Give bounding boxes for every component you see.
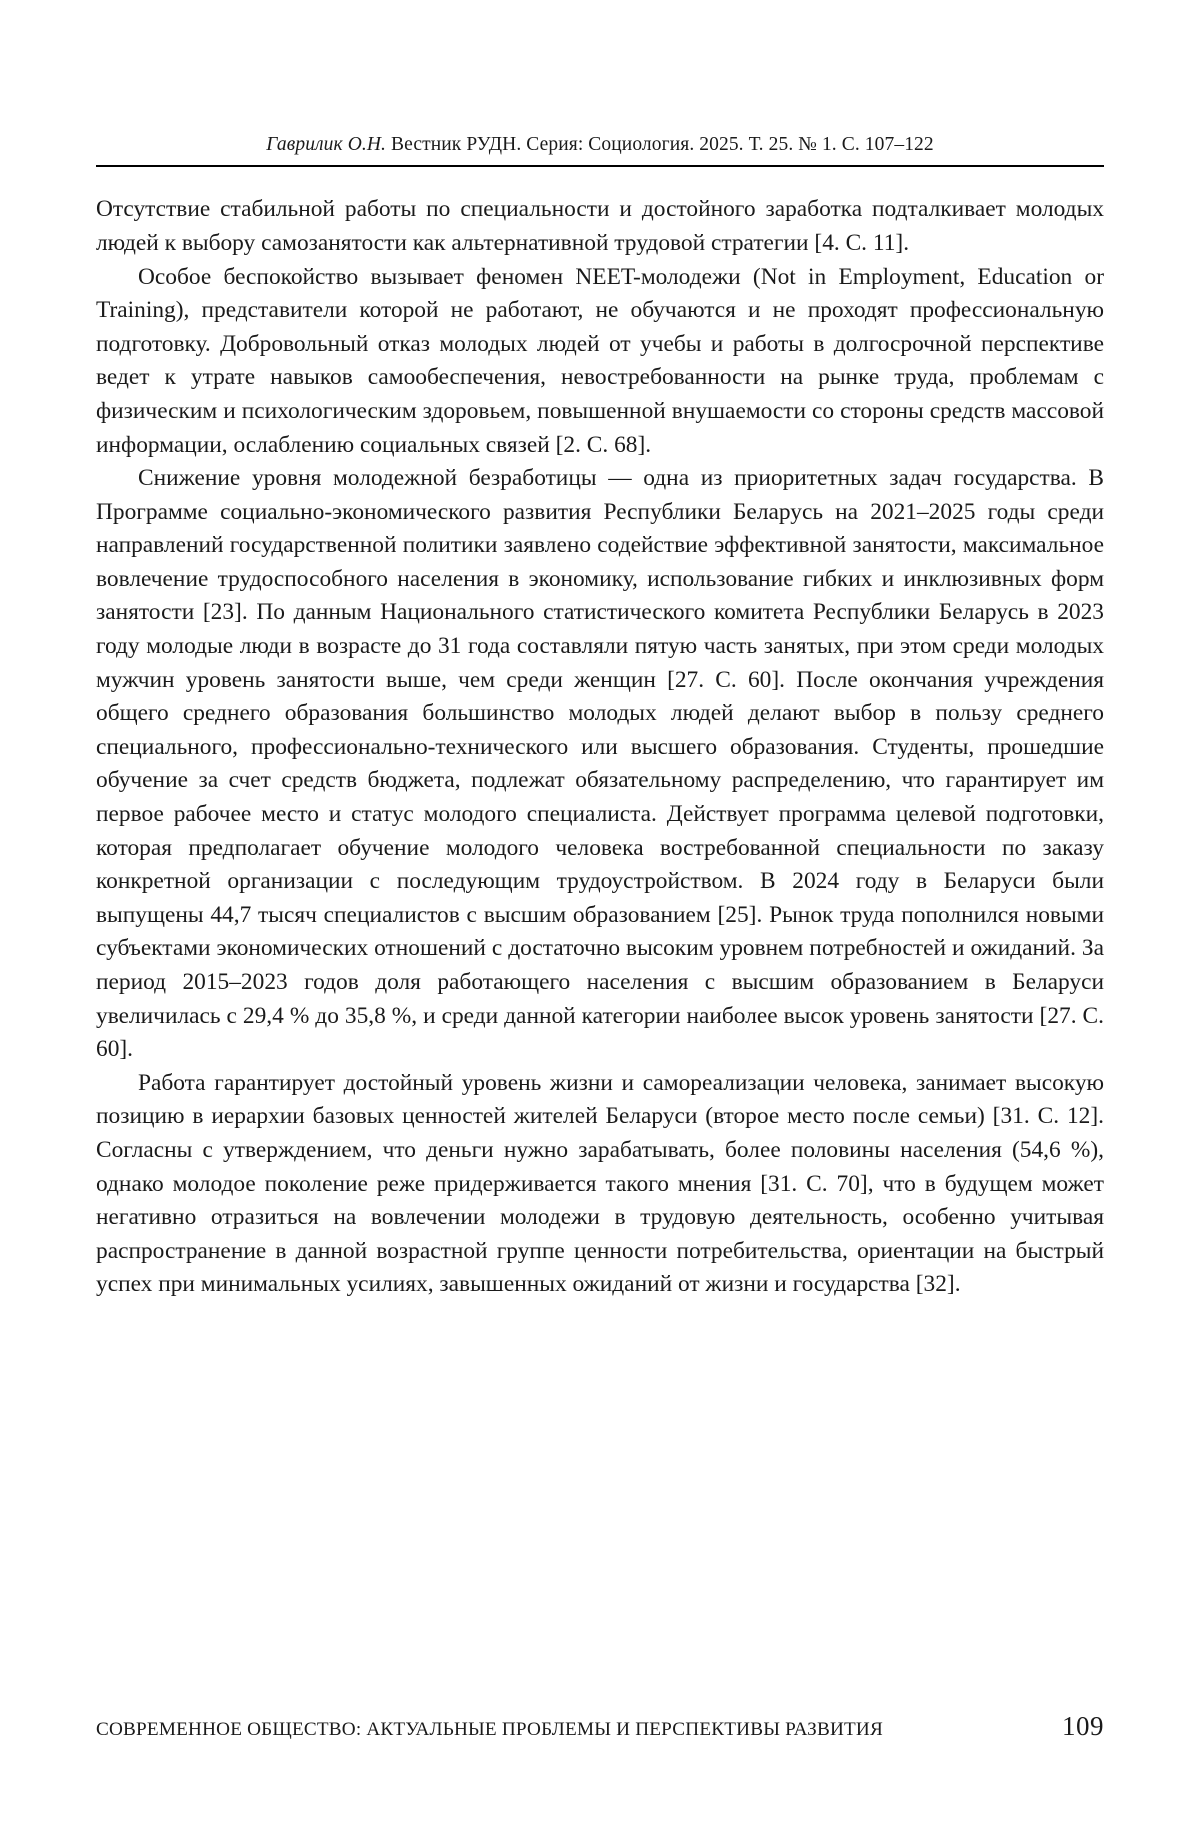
header-divider — [96, 165, 1104, 167]
running-head-citation: Вестник РУДН. Серия: Социология. 2025. Т. 25. № 1. С. 107–122 — [386, 134, 934, 155]
running-head-author: Гаврилик О.Н. — [266, 134, 387, 155]
paragraph-2: Особое беспокойство вызывает феномен NEET-молодежи (Not in Employment, Education or Training), представители которой не работают, не обучаются и не проходят профессиональную подготовку. Добровольный отказ молодых людей от учебы и работы в долгосрочной перспективе ведет к утрате навыков самообеспечения, невостребованности на рынке труда, проблемам с физическим и психологическим здоровьем, повышенной внушаемости со стороны средств массовой информации, ослаблению социальных связей [2. С. 68]. — [96, 263, 1104, 458]
article-body — [96, 193, 1104, 1302]
paragraph-3: Снижение уровня молодежной безработицы — одна из приоритетных задач государства. В Программе социально-экономического развития Республики Беларусь на 2021–2025 годы среди направлений государственной политики заявлено содействие эффективной занятости, максимальное вовлечение трудоспособного населения в экономику, использование гибких и инклюзивных форм занятости [23]. По данным Национального статистического комитета Республики Беларусь в 2023 году молодые люди в возрасте до 31 года составляли пятую часть занятых, при этом среди молодых мужчин уровень занятости выше, чем среди женщин [27. С. 60]. После окончания учреждения общего среднего образования большинство молодых людей делают выбор в пользу среднего специального, профессионально-технического или высшего образования. Студенты, прошедшие обучение за счет средств бюджета, подлежат обязательному распределению, что гарантирует им первое рабочее место и статус молодого специалиста. Действует программа целевой подготовки, которая предполагает обучение молодого человека востребованной специальности по заказу конкретной организации с последующим трудоустройством. В 2024 году в Беларуси были выпущены 44,7 тысяч специалистов с высшим образованием [25]. Рынок труда пополнился новыми субъектами экономических отношений с достаточно высоким уровнем потребностей и ожиданий. За период 2015–2023 годов доля работающего населения с высшим образованием в Беларуси увеличилась с 29,4 % до 35,8 %, и среди данной категории наиболее высок уровень занятости [27. С. 60]. — [96, 465, 1104, 1063]
footer-section-title: СОВРЕМЕННОЕ ОБЩЕСТВО: АКТУАЛЬНЫЕ ПРОБЛЕМЫ И ПЕРСПЕКТИВЫ РАЗВИТИЯ — [96, 1719, 883, 1740]
page-footer — [96, 1711, 1104, 1742]
running-head — [96, 132, 1104, 165]
footer-page-number: 109 — [1062, 1711, 1104, 1741]
paragraph-1: Отсутствие стабильной работы по специальности и достойного заработка подталкивает молодых людей к выбору самозанятости как альтернативной трудовой стратегии [4. С. 11]. — [96, 196, 1104, 256]
page-content — [96, 132, 1104, 1302]
paragraph-4: Работа гарантирует достойный уровень жизни и самореализации человека, занимает высокую позицию в иерархии базовых ценностей жителей Беларуси (второе место после семьи) [31. С. 12]. Согласны с утверждением, что деньги нужно зарабатывать, более половины населения (54,6 %), однако молодое поколение реже придерживается такого мнения [31. С. 70], что в будущем может негативно отразиться на вовлечении молодежи в трудовую деятельность, особенно учитывая распространение в данной возрастной группе ценности потребительства, ориентации на быстрый успех при минимальных усилиях, завышенных ожиданий от жизни и государства [32]. — [96, 1069, 1104, 1298]
